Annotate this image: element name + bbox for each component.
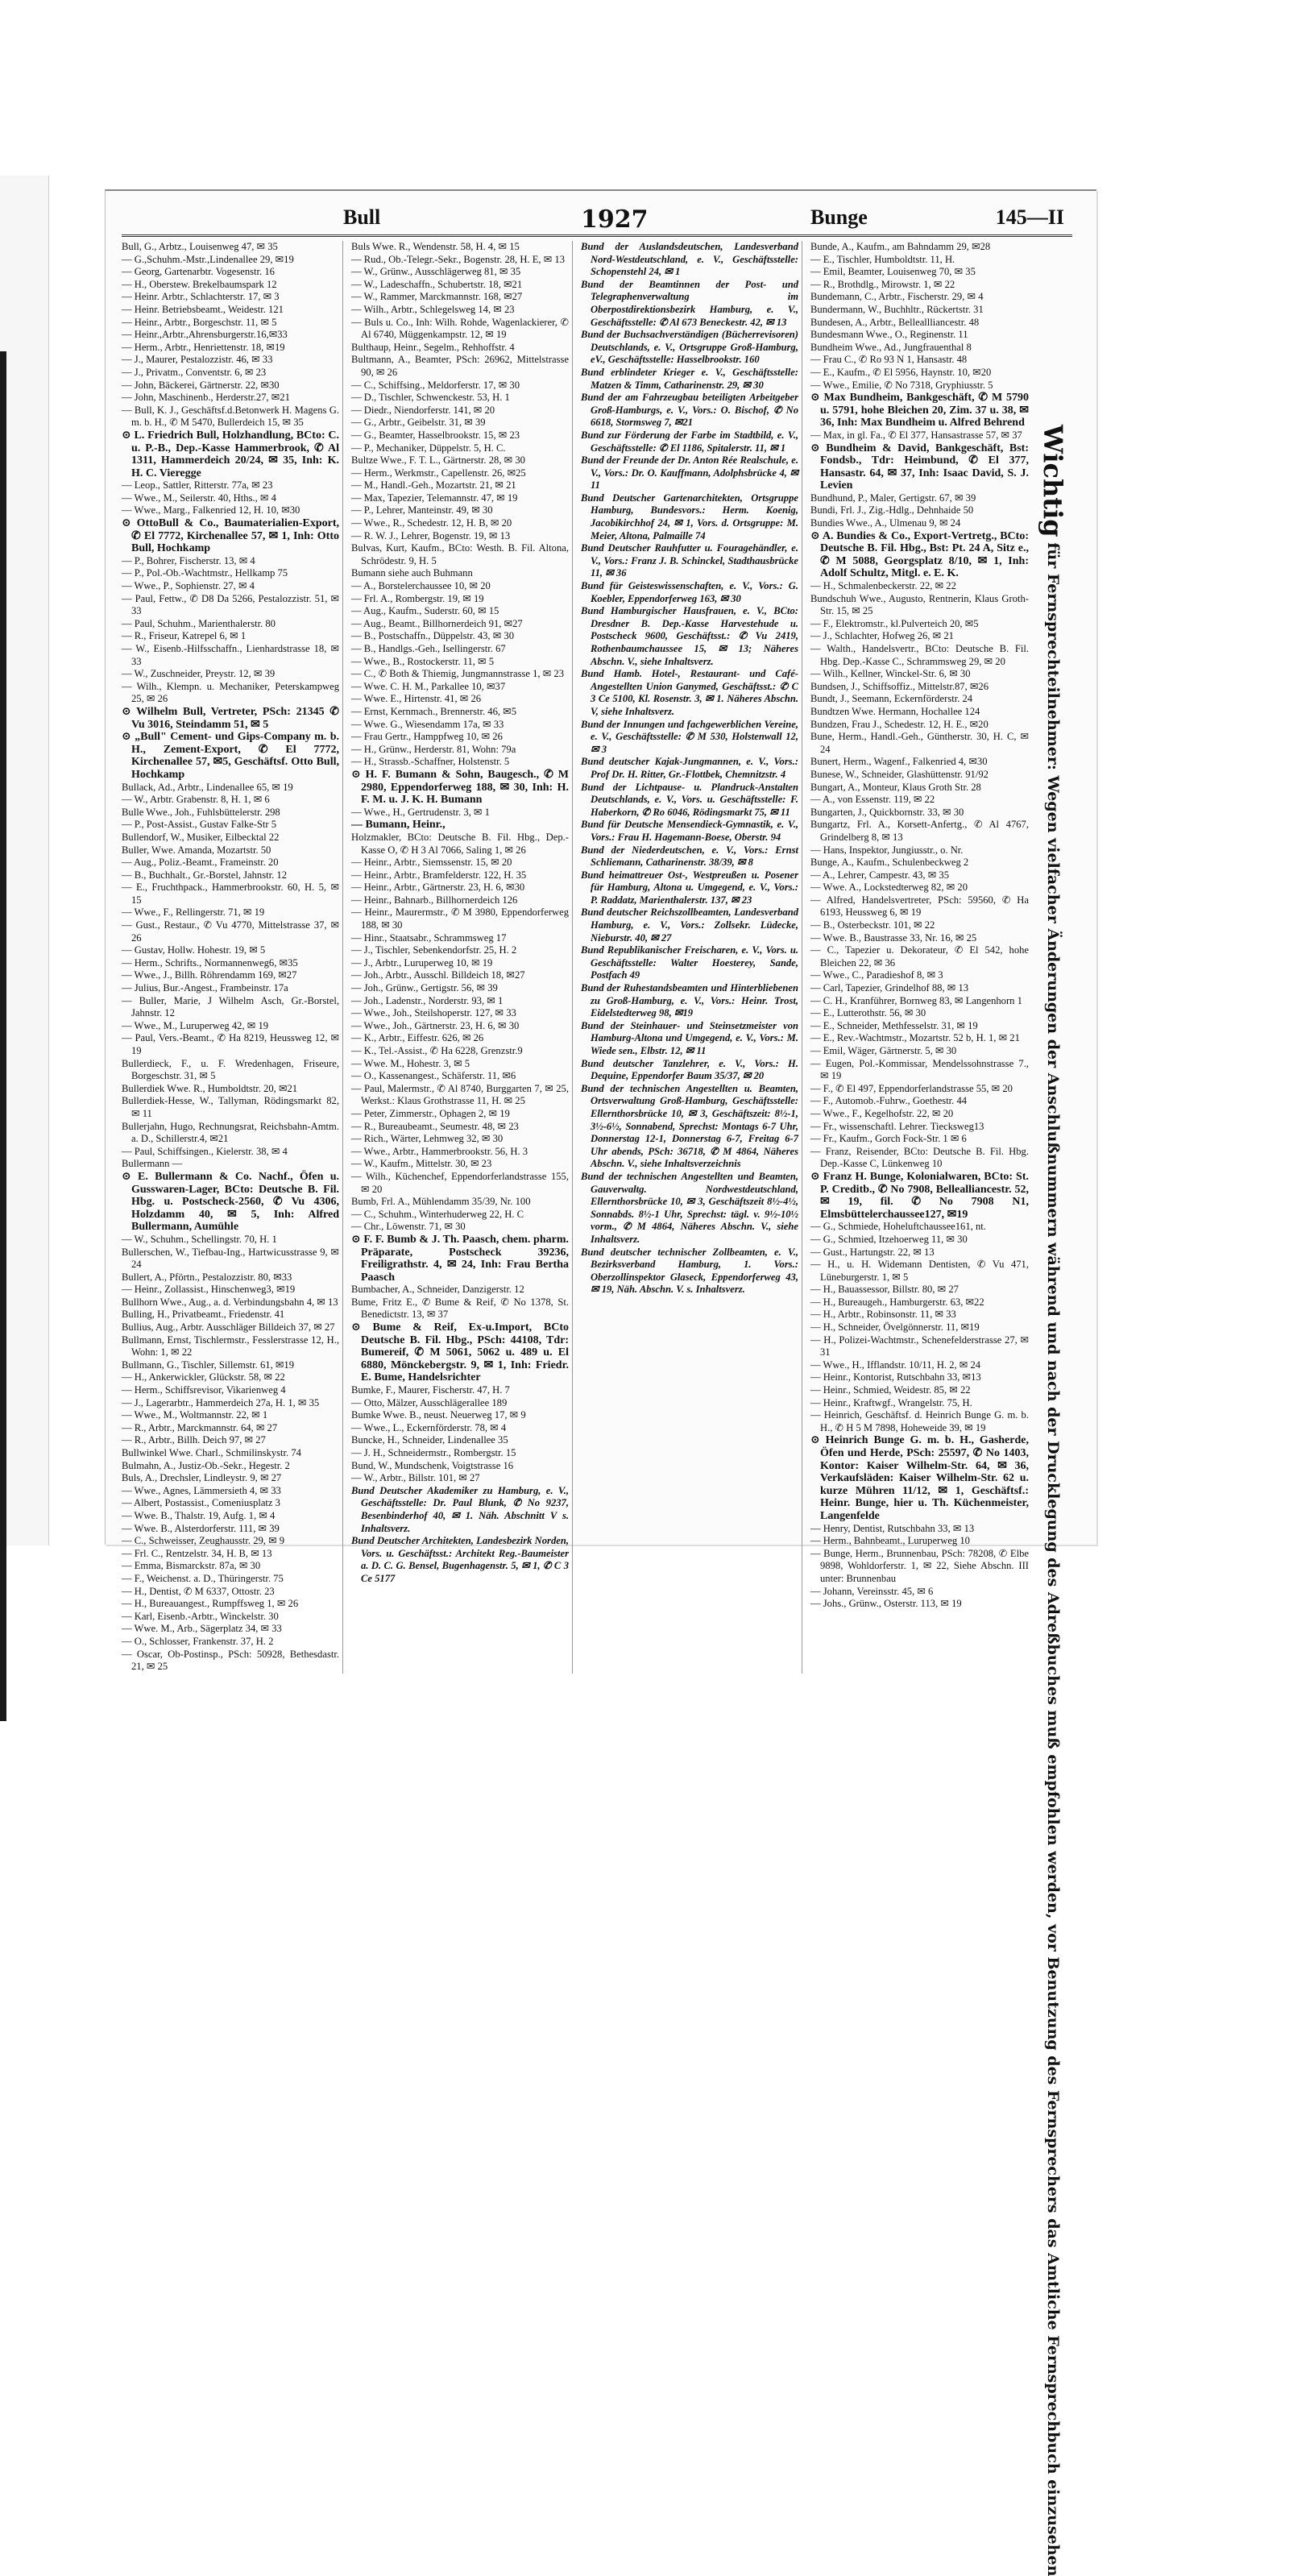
directory-entry: Bumb, Frl. A., Mühlendamm 35/39, Nr. 100 bbox=[351, 1196, 531, 1208]
directory-entry: Bullerschen, W., Tiefbau-Ing., Hartwicusstrasse 9, ✉ 24 bbox=[122, 1246, 339, 1271]
directory-entry: Bundi, Frl. J., Zig.-Hdlg., Dehnhaide 50 bbox=[810, 504, 974, 516]
directory-entry: — W., Ladeschaffn., Schubertstr. 18, ✉21 bbox=[351, 278, 523, 290]
directory-entry: Bund Deutscher Gartenarchitekten, Ortsgruppe Hamburg, Bundesvors.: Herm. Koenig, Jacobikirchhof 24, ✉ 1, Vors. d. Ortsgruppe: M. Meier, Altona, Palmaille 74 bbox=[581, 492, 798, 541]
directory-entry: Bund der Lichtpause- u. Plandruck-Anstalten Deutschlands, e. V., Vors. u. Geschäftsstelle: F. Haberkorn, ✆ Ro 6046, Rödingsmarkt 75, ✉ 11 bbox=[581, 781, 798, 818]
directory-entry: Bundschuh Wwe., Augusto, Rentnerin, Klaus Groth-Str. 15, ✉ 25 bbox=[810, 592, 1029, 617]
directory-entry: — H., Ankerwickler, Glückstr. 58, ✉ 22 bbox=[122, 1371, 285, 1383]
directory-entry: — Frl. C., Rentzelstr. 34, H. B, ✉ 13 bbox=[122, 1547, 272, 1559]
directory-entry: Bund Deutscher Rauhfutter u. Fouragehändler, e. V., Vors.: Franz J. B. Schinckel, Stadthausbrücke 11, ✉ 36 bbox=[581, 542, 798, 579]
directory-entry: Bumbacher, A., Schneider, Danzigerstr. 12 bbox=[351, 1284, 524, 1296]
directory-entry: — W., Zuschneider, Preystr. 12, ✉ 39 bbox=[122, 668, 276, 680]
directory-entry: Bullack, Ad., Arbtr., Lindenallee 65, ✉ 19 bbox=[122, 781, 293, 793]
directory-entry: Bulling, H., Privatbeamt., Friedenstr. 41 bbox=[122, 1309, 285, 1321]
directory-entry: — Herm., Werkmstr., Capellenstr. 26, ✉25 bbox=[351, 467, 526, 479]
page-header bbox=[122, 202, 1072, 237]
directory-entry: — A., Lehrer, Campestr. 43, ✉ 35 bbox=[810, 869, 949, 881]
directory-entry: Bund der Auslandsdeutschen, Landesverband Nord-Westdeutschland, e. V., Geschäftsstelle: Schopenstehl 24, ✉ 1 bbox=[581, 241, 798, 278]
directory-entry: — R. W. J., Lehrer, Bogenstr. 19, ✉ 13 bbox=[351, 529, 511, 541]
directory-entry: — Leop., Sattler, Ritterstr. 77a, ✉ 23 bbox=[122, 479, 273, 492]
directory-entry: — Wilh., Küchenchef, Eppendorferlandstrasse 155, ✉ 20 bbox=[351, 1170, 569, 1195]
directory-entry: — Wwe. M., Hohestr. 3, ✉ 5 bbox=[351, 1057, 470, 1069]
directory-entry: — E., Schneider, Methfesselstr. 31, ✉ 19 bbox=[810, 1019, 978, 1031]
directory-entry: Bund zur Förderung der Farbe im Stadtbild, e. V., Geschäftsstelle: ✆ El 1186, Spitalerstr. 11, ✉ 1 bbox=[581, 429, 798, 454]
directory-entry: Bundesen, A., Arbtr., Belleallliancestr. 48 bbox=[810, 316, 980, 328]
directory-entry: — F., Weichenst. a. D., Thüringerstr. 75 bbox=[122, 1572, 284, 1584]
directory-entry: — Fr., wissenschaftl. Lehrer. Tiecksweg13 bbox=[810, 1120, 984, 1132]
directory-columns bbox=[122, 241, 1032, 1673]
directory-entry: — P., Post-Assist., Gustav Falke-Str 5 bbox=[122, 819, 277, 831]
directory-entry: — J., Lagerarbtr., Hammerdeich 27a, H. 1, ✉ 35 bbox=[122, 1396, 320, 1408]
directory-entry: — O., Schlosser, Frankenstr. 37, H. 2 bbox=[122, 1635, 274, 1647]
directory-entry: — J., Arbtr., Luruperweg 10, ✉ 19 bbox=[351, 956, 493, 969]
directory-entry: — K., Arbtr., Eiffestr. 626, ✉ 26 bbox=[351, 1032, 484, 1044]
directory-entry: — Wwe., R., Schedestr. 12, H. B, ✉ 20 bbox=[351, 517, 512, 529]
directory-entry: — Rud., Ob.-Telegr.-Sekr., Bogenstr. 28, H. E, ✉ 13 bbox=[351, 253, 566, 265]
column-2 bbox=[351, 241, 573, 1674]
directory-entry: Bungartz, Frl. A., Korsett-Anfertg., ✆ Al 4767, Grindelberg 8, ✉ 13 bbox=[810, 819, 1029, 843]
directory-entry: ⊙ „Bull" Cement- und Gips-Company m. b. H., Zement-Export, ✆ El 7772, Kirchenallee 57, ✉5, Geschäftsf. Otto Bull, Hochkamp bbox=[122, 731, 339, 781]
directory-entry: — Henry, Dentist, Rutschbahn 33, ✉ 13 bbox=[810, 1522, 975, 1534]
directory-entry: Bullhorn Wwe., Aug., a. d. Verbindungsbahn 4, ✉ 13 bbox=[122, 1296, 338, 1308]
directory-entry: — Buller, Marie, J Wilhelm Asch, Gr.-Borstel, Jahnstr. 12 bbox=[122, 994, 339, 1019]
directory-entry: — R., Bureaubeamt., Seumestr. 48, ✉ 23 bbox=[351, 1120, 519, 1132]
directory-entry: — G., Schmiede, Hoheluftchaussee161, nt. bbox=[810, 1221, 986, 1233]
directory-entry: — Oscar, Ob-Postinsp., PSch: 50928, Bethesdastr. 21, ✉ 25 bbox=[122, 1648, 339, 1673]
directory-entry: — Georg, Gartenarbtr. Vogesenstr. 16 bbox=[122, 266, 275, 278]
directory-entry: Bullert, A., Pförtn., Pestalozzistr. 80, ✉33 bbox=[122, 1271, 292, 1283]
directory-entry: — Heinr., Zollassist., Hinschenweg3, ✉19 bbox=[122, 1284, 296, 1296]
directory-entry: — Herm., Schrifts., Normannenweg6, ✉35 bbox=[122, 956, 298, 969]
directory-entry: Bund deutscher technischer Zollbeamten, e. V., Bezirksverband Hamburg, 1. Vors.: Oberzollinspektor Glaseck, Eppendorferweg 43, ✉ 19, Näh. Abschn. V. s. Inhaltsverz. bbox=[581, 1246, 798, 1296]
directory-entry: — John, Maschinenb., Herderstr.27, ✉21 bbox=[122, 392, 290, 404]
directory-entry: — Max, in gl. Fa., ✆ El 377, Hansastrasse 57, ✉ 37 bbox=[810, 429, 1022, 441]
directory-entry: Bund der Beamtinnen der Post- und Telegraphenverwaltung im Oberpostdirektionsbezirk Hamburg, e. V., Geschäftsstelle: ✆ Al 673 Beneckestr. 42, ✉ 13 bbox=[581, 278, 798, 328]
directory-entry: — A., von Essenstr. 119, ✉ 22 bbox=[810, 794, 935, 806]
directory-entry: Bullwinkel Wwe. Charl., Schmilinskystr. 74 bbox=[122, 1447, 301, 1458]
directory-entry: — W., Arbtr., Billstr. 101, ✉ 27 bbox=[351, 1472, 480, 1484]
directory-entry: — J., Maurer, Pestalozzistr. 46, ✉ 33 bbox=[122, 354, 273, 366]
directory-entry: — Alfred, Handelsvertreter, PSch: 59560, ✆ Ha 6193, Heussweg 6, ✉ 19 bbox=[810, 894, 1029, 919]
directory-entry: Bulvas, Kurt, Kaufm., BCto: Westh. B. Fil. Altona, Schrödestr. 9, H. 5 bbox=[351, 542, 569, 566]
directory-entry: — Max, Tapezier, Telemannstr. 47, ✉ 19 bbox=[351, 492, 518, 504]
directory-entry: — C. H., Kranführer, Bornweg 83, ✉ Langenhorn 1 bbox=[810, 994, 1022, 1006]
directory-page bbox=[105, 189, 1096, 2576]
directory-entry: — E., Rev.-Wachtmstr., Mozartstr. 52 b, H. 1, ✉ 21 bbox=[810, 1032, 1020, 1044]
directory-entry: — F., Automob.-Fuhrw., Goethestr. 44 bbox=[810, 1095, 968, 1107]
directory-entry: ⊙ OttoBull & Co., Baumaterialien-Export, ✆ El 7772, Kirchenallee 57, ✉ 1, Inh: Otto Bull, Hochkamp bbox=[122, 517, 339, 555]
directory-entry: — H., Polizei-Wachtmstr., Schenefelderstrasse 27, ✉ 31 bbox=[810, 1334, 1029, 1359]
directory-entry: — Emma, Bismarckstr. 87a, ✉ 30 bbox=[122, 1560, 261, 1572]
directory-entry: Holzmakler, BCto: Deutsche B. Fil. Hbg., Dep.-Kasse O, ✆ H 3 Al 7066, Saling 1, ✉ 26 bbox=[351, 831, 569, 856]
directory-entry: — Heinr., Schmied, Weidestr. 85, ✉ 22 bbox=[810, 1384, 971, 1396]
directory-entry: — Fr., Kaufm., Gorch Fock-Str. 1 ✉ 6 bbox=[810, 1133, 967, 1145]
directory-entry: — Wwe., L., Eckernförderstr. 78, ✉ 4 bbox=[351, 1421, 507, 1433]
directory-entry: — B., Osterbeckstr. 101, ✉ 22 bbox=[810, 919, 935, 931]
directory-entry: — J. H., Schneidermstr., Rombergstr. 15 bbox=[351, 1447, 516, 1458]
directory-entry: — W., Kaufm., Mittelstr. 30, ✉ 23 bbox=[351, 1158, 492, 1170]
directory-entry: — Frl. A., Rombergstr. 19, ✉ 19 bbox=[351, 592, 484, 604]
directory-entry: Bullius, Aug., Arbtr. Ausschläger Billdeich 37, ✉ 27 bbox=[122, 1321, 335, 1334]
directory-entry: — D., Tischler, Schwenckestr. 53, H. 1 bbox=[351, 392, 510, 404]
directory-entry: — R., Arbtr., Marckmannstr. 64, ✉ 27 bbox=[122, 1421, 278, 1433]
directory-entry: — H., Schneider, Övelgönnerstr. 11, ✉19 bbox=[810, 1321, 980, 1334]
column-4 bbox=[810, 241, 1032, 1674]
directory-entry: — Wwe., H., Ifflandstr. 10/11, H. 2, ✉ 24 bbox=[810, 1359, 981, 1371]
directory-entry: — E., Tischler, Humboldtstr. 11, H. bbox=[810, 253, 955, 265]
directory-entry: — Wwe., J., Billh. Röhrendamm 169, ✉27 bbox=[122, 969, 297, 981]
directory-entry: Bund Deutscher Akademiker zu Hamburg, e. V., Geschäftsstelle: Dr. Paul Blunk, ✆ No 9237, Besenbinderhof 40, ✉ 1. Näh. Abschnitt V s. Inhaltsverz. bbox=[351, 1484, 569, 1534]
directory-entry: ⊙ F. F. Bumb & J. Th. Paasch, chem. pharm. Präparate, Postscheck 39236, Freiligrathstr. 4, ✉ 24, Inh: Frau Bertha Paasch bbox=[351, 1233, 569, 1284]
directory-entry: — G., Schmied, Itzehoerweg 11, ✉ 30 bbox=[810, 1233, 968, 1245]
directory-entry: — Paul, Schiffsingen., Kielerstr. 38, ✉ 4 bbox=[122, 1145, 288, 1157]
directory-entry: — Eugen, Pol.-Kommissar, Mendelssohnstrasse 7., ✉ 19 bbox=[810, 1057, 1029, 1082]
directory-entry: — Wwe. B., Thalstr. 19, Aufg. 1, ✉ 4 bbox=[122, 1509, 276, 1521]
directory-entry: — Wwe., C., Paradieshof 8, ✉ 3 bbox=[810, 969, 943, 981]
side-notice-text: für Fernsprechteilnehmer: Wegen vielfacher Änderungen der Anschlußnummern während und nach der Drucklegung des Adreßbuches muß empfohlen werden, vor Benutzung des Fernsprechers das Amtliche Fernsprechbuch einzusehen bbox=[1044, 542, 1062, 2576]
directory-entry: Bundies Wwe., A., Ulmenau 9, ✉ 24 bbox=[810, 517, 961, 529]
header-last-name: Bunge bbox=[810, 205, 868, 229]
directory-entry: — J., Privatm., Conventstr. 6, ✉ 23 bbox=[122, 366, 267, 378]
directory-entry: — W., Rammer, Marckmannstr. 168, ✉27 bbox=[351, 291, 523, 303]
directory-entry: Bund Hamb. Hotel-, Restaurant- und Café-Angestellten Union Ganymed, Geschäftsst.: ✆ C 3 Ce 5100, Kl. Rosenstr. 3, ✉ 1. Näheres Abschn. V, siehe Inhaltsverz. bbox=[581, 668, 798, 717]
directory-entry: — Heinr., Maurermstr., ✆ M 3980, Eppendorferweg 188, ✉ 30 bbox=[351, 906, 569, 931]
directory-entry: Bund deutscher Reichszollbeamten, Landesverband Hamburg, e. V., Vors.: Zollsekr. Lüdecke, Nieburstr. 40, ✉ 27 bbox=[581, 906, 798, 944]
directory-entry: — Carl, Tapezier, Grindelhof 88, ✉ 13 bbox=[810, 982, 969, 994]
directory-entry: — W., Grünw., Ausschlägerweg 81, ✉ 35 bbox=[351, 266, 521, 278]
directory-entry: — Karl, Eisenb.-Arbtr., Winckelstr. 30 bbox=[122, 1610, 279, 1622]
directory-entry: — R., Friseur, Katrepel 6, ✉ 1 bbox=[122, 630, 247, 642]
directory-entry: — H., Oberstew. Brekelbaumspark 12 bbox=[122, 278, 277, 290]
directory-entry: — Wwe. E., Hirtenstr. 41, ✉ 26 bbox=[351, 693, 482, 705]
directory-entry: Bund für Deutsche Mensendieck-Gymnastik, e. V., Vors.: Frau H. Hagemann-Boese, Oberstr. 94 bbox=[581, 819, 798, 843]
directory-entry: — Heinr., Kraftwgf., Wrangelstr. 75, H. bbox=[810, 1396, 972, 1408]
column-3 bbox=[581, 241, 802, 1674]
directory-entry: — Wilh., Arbtr., Schlegelsweg 14, ✉ 23 bbox=[351, 303, 515, 315]
header-first-name: Bull bbox=[343, 205, 381, 229]
directory-entry: — Walth., Handelsvertr., BCto: Deutsche B. Fil. Hbg. Dep.-Kasse C., Schrammsweg 29, ✉ 20 bbox=[810, 643, 1029, 667]
directory-entry: — Herm., Arbtr., Henriettenstr. 18, ✉19 bbox=[122, 341, 285, 353]
directory-entry: Bund für Geisteswissenschaften, e. V., Vors.: G. Koebler, Eppendorferweg 163, ✉ 30 bbox=[581, 580, 798, 604]
directory-entry: — P., Lehrer, Manteinstr. 49, ✉ 30 bbox=[351, 504, 493, 516]
directory-entry: Bunge, A., Kaufm., Schulenbeckweg 2 bbox=[810, 857, 969, 869]
directory-entry: — Gustav, Hollw. Hohestr. 19, ✉ 5 bbox=[122, 944, 266, 956]
directory-entry: Buller, Wwe. Amanda, Mozartstr. 50 bbox=[122, 844, 271, 856]
directory-entry: — Bull, K. J., Geschäftsf.d.Betonwerk H. Magens G. m. b. H., ✆ M 5470, Bullerdeich 15, ✉ 35 bbox=[122, 404, 339, 429]
directory-entry: — Paul, Vers.-Beamt., ✆ Ha 8219, Heussweg 12, ✉19 bbox=[122, 1032, 339, 1056]
directory-entry: Bulmahn, A., Justiz-Ob.-Sekr., Hegestr. 2 bbox=[122, 1459, 290, 1471]
column-1 bbox=[122, 241, 343, 1674]
directory-entry: — Wwe. G., Wiesendamm 17a, ✉ 33 bbox=[351, 718, 504, 730]
directory-entry: — F., Elektromstr., kl.Pulverteich 20, ✉5 bbox=[810, 617, 979, 629]
directory-entry: — H., Dentist, ✆ M 6337, Ottostr. 23 bbox=[122, 1585, 275, 1597]
directory-entry: — Hans, Inspektor, Jungiusstr., o. Nr. bbox=[810, 844, 964, 856]
directory-entry: — H., Schmalenbeckerstr. 22, ✉ 22 bbox=[810, 580, 956, 592]
directory-entry: — Aug., Kaufm., Suderstr. 60, ✉ 15 bbox=[351, 605, 499, 617]
directory-entry: — Peter, Zimmerstr., Ophagen 2, ✉ 19 bbox=[351, 1107, 510, 1119]
directory-entry: — F., ✆ El 497, Eppendorferlandstrasse 55, ✉ 20 bbox=[810, 1082, 1013, 1094]
directory-entry: Bundt, J., Seemann, Eckernförderstr. 24 bbox=[810, 693, 973, 705]
directory-entry: Bulle Wwe., Joh., Fuhlsbüttelerstr. 298 bbox=[122, 806, 280, 818]
directory-entry: — C., ✆ Both & Thiemig, Jungmannstrasse 1, ✉ 23 bbox=[351, 668, 564, 680]
directory-entry: — Heinr., Arbtr., Borgeschstr. 11, ✉ 5 bbox=[122, 316, 277, 328]
directory-entry: — E., Lutterothstr. 56, ✉ 30 bbox=[810, 1007, 926, 1019]
directory-entry: — Diedr., Niendorferstr. 141, ✉ 20 bbox=[351, 404, 495, 416]
directory-entry: Bund der Innungen und fachgewerblichen Vereine, e. V., Geschäftsstelle: ✆ M 530, Holstenwall 12, ✉ 3 bbox=[581, 718, 798, 755]
directory-entry: — Frau Gertr., Hamppfweg 10, ✉ 26 bbox=[351, 731, 503, 743]
directory-entry: — H., Bureaugeh., Hamburgerstr. 63, ✉22 bbox=[810, 1296, 984, 1308]
directory-entry: ⊙ E. Bullermann & Co. Nachf., Öfen u. Gusswaren-Lager, BCto: Deutsche B. Fil. Hbg. u. Postscheck-2560, ✆ Vu 4306, Holzdamm 40, ✉ 5, Inh: Alfred Bullermann, Aumühle bbox=[122, 1170, 339, 1234]
directory-entry: Bunert, Herm., Wagenf., Falkenried 4, ✉30 bbox=[810, 756, 988, 768]
directory-entry: ⊙ Max Bundheim, Bankgeschäft, ✆ M 5790 u. 5791, hohe Bleichen 20, Zim. 37 u. 38, ✉ 36, Inh: Max Bundheim u. Alfred Behrend bbox=[810, 392, 1029, 429]
directory-entry: — K., Tel.-Assist., ✆ Ha 6228, Grenzstr.9 bbox=[351, 1045, 523, 1056]
directory-entry: — Wwe., F., Rellingerstr. 71, ✉ 19 bbox=[122, 906, 265, 919]
directory-entry: — Wwe., M., Luruperweg 42, ✉ 19 bbox=[122, 1019, 269, 1031]
directory-entry: — M., Handl.-Geh., Mozartstr. 21, ✉ 21 bbox=[351, 479, 516, 492]
directory-entry: Bundzen, Frau J., Schedestr. 12, H. E., ✉20 bbox=[810, 718, 989, 730]
directory-entry: Bultmann, A., Beamter, PSch: 26962, Mittelstrasse 90, ✉ 26 bbox=[351, 354, 569, 378]
directory-entry: — Heinr., Kontorist, Rutschbahn 33, ✉13 bbox=[810, 1371, 981, 1383]
header-year: 1927 bbox=[581, 205, 649, 234]
directory-entry: Bund der technischen Angestellten und Beamten, Gauverwaltg. Nordwestdeutschland, Ellernthorsbrücke 10, ✉ 3, Geschäftszeit 8½-4½, Sonnabds. 8½-1 Uhr, Sprechst: tägl. v. 9½-10½ vorm., ✆ M 4864, Näheres Abschn. V., siehe Inhaltsverz. bbox=[581, 1170, 798, 1245]
directory-entry: — Wwe. M., Arb., Sägerplatz 34, ✉ 33 bbox=[122, 1623, 282, 1635]
side-notice-title: Wichtig bbox=[1038, 425, 1068, 537]
directory-entry: — Wwe. B., Baustrasse 33, Nr. 16, ✉ 25 bbox=[810, 931, 977, 944]
directory-entry: — Heinrich, Geschäftsf. d. Heinrich Bunge G. m. b. H., ✆ H 5 M 7898, Hoheweide 39, ✉ 19 bbox=[810, 1409, 1029, 1433]
directory-entry: — Wwe. B., Alsterdorferstr. 111, ✉ 39 bbox=[122, 1522, 280, 1534]
directory-entry: — Herm., Bahnbeamt., Luruperweg 10 bbox=[810, 1535, 970, 1547]
directory-entry: — C., Schuhm., Winterhuderweg 22, H. C bbox=[351, 1208, 524, 1220]
directory-entry: — C., Schweisser, Zeughausstr. 29, ✉ 9 bbox=[122, 1535, 285, 1547]
directory-entry: Bullendorf, W., Musiker, Eilbecktal 22 bbox=[122, 831, 280, 843]
side-notice bbox=[1038, 425, 1087, 2576]
directory-entry: — R., Brothdlg., Mirowstr. 1, ✉ 22 bbox=[810, 278, 955, 290]
directory-entry: — H., Strassb.-Schaffner, Holstenstr. 5 bbox=[351, 756, 510, 768]
directory-entry: — O., Kassenangest., Schäferstr. 11, ✉6 bbox=[351, 1070, 516, 1082]
directory-entry: ⊙ A. Bundies & Co., Export-Vertretg., BCto: Deutsche B. Fil. Hbg., Bst: Pt. 24 A, Sitz e., ✆ M 5088, Georgsplatz 8/10, ✉ 1, Inh: Adolf Schultz, Mitgl. e. E. K. bbox=[810, 529, 1029, 580]
directory-entry: — Wwe., Emilie, ✆ No 7318, Gryphiusstr. 5 bbox=[810, 379, 993, 391]
directory-entry: Bullmann, G., Tischler, Sillemstr. 61, ✉19 bbox=[122, 1359, 295, 1371]
directory-entry: — Wwe., Arbtr., Hammerbrookstr. 56, H. 3 bbox=[351, 1145, 528, 1157]
directory-entry: Buls Wwe. R., Wendenstr. 58, H. 4, ✉ 15 bbox=[351, 241, 520, 252]
directory-entry: — Heinr., Arbtr., Bramfelderstr. 122, H. 35 bbox=[351, 869, 527, 881]
directory-entry: Bundermann, W., Buchhltr., Rückertstr. 31 bbox=[810, 303, 984, 315]
directory-entry: — Franz, Reisender, BCto: Deutsche B. Fil. Hbg. Dep.-Kasse C, Lünkenweg 10 bbox=[810, 1145, 1029, 1170]
directory-entry: — G., Beamter, Hasselbrookstr. 15, ✉ 23 bbox=[351, 429, 520, 441]
directory-entry: ⊙ Bume & Reif, Ex-u.Import, BCto Deutsche B. Fil. Hbg., PSch: 44108, Tdr: Bumereif, ✆ M 5061, 5062 u. 489 u. El 6880, Mönckebergstr. 9, ✉ 1, Inh: Friedr. E. Bume, Handelsrichter bbox=[351, 1321, 569, 1384]
directory-entry: Bungarten, J., Quickbornstr. 33, ✉ 30 bbox=[810, 806, 964, 818]
directory-entry: — C., Tapezier u. Dekorateur, ✆ El 542, hohe Bleichen 22, ✉ 36 bbox=[810, 944, 1029, 969]
directory-entry: — E., Fruchthpack., Hammerbrookstr. 60, H. 5, ✉ 15 bbox=[122, 881, 339, 906]
directory-entry: — B., Buchhalt., Gr.-Borstel, Jahnstr. 12 bbox=[122, 869, 287, 881]
directory-entry: Bund der Niederdeutschen, e. V., Vors.: Ernst Schliemann, Catharinenstr. 38/39, ✉ 8 bbox=[581, 844, 798, 869]
directory-entry: — Paul, Schuhm., Marienthalerstr. 80 bbox=[122, 617, 276, 629]
directory-entry: — Heinr.,Arbtr.,Ahrensburgerstr.16,✉33 bbox=[122, 329, 288, 341]
directory-entry: — J., Tischler, Sebenkendorfstr. 25, H. 2 bbox=[351, 944, 517, 956]
directory-entry: — Wilh., Kellner, Winckel-Str. 6, ✉ 30 bbox=[810, 668, 971, 680]
directory-entry: — Hinr., Staatsabr., Schrammsweg 17 bbox=[351, 931, 507, 944]
directory-entry: Bund der Freunde der Dr. Anton Rée Realschule, e. V., Vors.: Dr. O. Kauffmann, Adolphsbrücke 4, ✉ 11 bbox=[581, 454, 798, 492]
directory-entry: Buls, A., Drechsler, Lindleystr. 9, ✉ 27 bbox=[122, 1472, 282, 1484]
directory-entry: — Heinr., Bahnarb., Billhornerdeich 126 bbox=[351, 894, 518, 906]
directory-entry: — Joh., Ladenstr., Norderstr. 93, ✉ 1 bbox=[351, 994, 504, 1006]
directory-entry: — B., Handlgs.-Geh., Isellingerstr. 67 bbox=[351, 643, 506, 654]
directory-entry: — H., Arbtr., Robinsonstr. 11, ✉ 33 bbox=[810, 1309, 956, 1321]
directory-entry: Bund der Steinhauer- und Steinsetzmeister von Hamburg-Altona und Umgegend, e. V., Vors.: M. Wiede sen., Elbstr. 12, ✉ 11 bbox=[581, 1019, 798, 1056]
directory-entry: ⊙ L. Friedrich Bull, Holzhandlung, BCto: C. u. P.-B., Dep.-Kasse Hammerbrook, ✆ Al 1311, Hammerdeich 20/24, ✉ 35, Inh: K. H. C. Vieregge bbox=[122, 429, 339, 479]
directory-entry: Bultze Wwe., F. T. L., Gärtnerstr. 28, ✉ 30 bbox=[351, 454, 525, 467]
directory-entry: — Heinr. Arbtr., Schlachterstr. 17, ✉ 3 bbox=[122, 291, 280, 303]
directory-entry: Bund der Ruhestandsbeamten und Hinterbliebenen zu Groß-Hamburg, e. V., Vors.: Heinr. Trost, Eidelstedterweg 98, ✉19 bbox=[581, 982, 798, 1019]
directory-entry: Bumann siehe auch Buhmann bbox=[351, 567, 473, 579]
directory-entry: — Heinr. Betriebsbeamt., Weidestr. 121 bbox=[122, 303, 284, 315]
directory-entry: Bund Hamburgischer Hausfrauen, e. V., BCto: Dresdner B. Dep.-Kasse Harvestehude u. Postscheck 9600, Geschäftsst.: ✆ Vu 2419, Rothenbaumchaussee 15, ✉ 13; Näheres Abschn. V., siehe Inhaltsverz. bbox=[581, 605, 798, 667]
directory-entry: — Ernst, Kernmach., Brennerstr. 46, ✉5 bbox=[351, 705, 517, 717]
directory-entry: — Gust., Restaur., ✆ Vu 4770, Mittelstrasse 37, ✉ 26 bbox=[122, 919, 339, 944]
directory-entry: — Frau C., ✆ Ro 93 N 1, Hansastr. 48 bbox=[810, 354, 968, 366]
directory-entry: Bumke, F., Maurer, Fischerstr. 47, H. 7 bbox=[351, 1384, 510, 1396]
directory-entry: Bundesmann Wwe., O., Reginenstr. 11 bbox=[810, 329, 968, 341]
directory-entry: — Wwe., H., Gertrudenstr. 3, ✉ 1 bbox=[351, 806, 490, 818]
directory-entry: — G.,Schuhm.-Mstr.,Lindenallee 29, ✉19 bbox=[122, 253, 294, 265]
directory-entry: — Julius, Bur.-Angest., Frambeinstr. 17a bbox=[122, 982, 288, 994]
directory-entry: — H., u. H. Widemann Dentisten, ✆ Vu 471, Lüneburgerstr. 1, ✉ 5 bbox=[810, 1259, 1029, 1283]
directory-entry: Bundemann, C., Arbtr., Fischerstr. 29, ✉ 4 bbox=[810, 291, 984, 303]
directory-entry: Bund Deutscher Architekten, Landesbezirk Norden, Vors. u. Geschäftsst.: Architekt Reg.-Baumeister a. D. C. G. Bensel, Bugenhagenstr. 5, ✉ 1, ✆ C 3 Ce 5177 bbox=[351, 1535, 569, 1584]
directory-entry: Bumke Wwe. B., neust. Neuerweg 17, ✉ 9 bbox=[351, 1409, 526, 1421]
directory-entry: Bullerdiek-Hesse, W., Tallyman, Rödingsmarkt 82, ✉ 11 bbox=[122, 1095, 339, 1119]
directory-entry: Bullmann, Ernst, Tischlermstr., Fesslerstrasse 12, H., Wohn: 1, ✉ 22 bbox=[122, 1334, 339, 1359]
directory-entry: — John, Bäckerei, Gärtnerstr. 22, ✉30 bbox=[122, 379, 280, 391]
directory-entry: — Wwe., B., Rostockerstr. 11, ✉ 5 bbox=[351, 655, 495, 667]
directory-entry: — H., Bureauangest., Rumpffsweg 1, ✉ 26 bbox=[122, 1598, 299, 1610]
directory-entry: — Chr., Löwenstr. 71, ✉ 30 bbox=[351, 1221, 466, 1233]
directory-entry: Bunese, W., Schneider, Glashüttenstr. 91/92 bbox=[810, 768, 989, 780]
directory-entry: Bume, Fritz E., ✆ Bume & Reif, ✆ No 1378, St. Benedictstr. 13, ✉ 37 bbox=[351, 1296, 569, 1321]
directory-entry: ⊙ Franz H. Bunge, Kolonialwaren, BCto: St. P. Creditb., ✆ No 7908, Bellealliancestr. 52, ✉ 19, fil. ✆ No 7908 N1, Elmsbüttelerchaussee127, ✉19 bbox=[810, 1170, 1029, 1221]
directory-entry: — R., Arbtr., Billh. Deich 97, ✉ 27 bbox=[122, 1434, 266, 1446]
directory-entry: ⊙ Wilhelm Bull, Vertreter, PSch: 21345 ✆ Vu 3016, Steindamm 51, ✉ 5 bbox=[122, 705, 339, 731]
directory-entry: — H., Grünw., Herderstr. 81, Wohn: 79a bbox=[351, 743, 516, 755]
directory-entry: Bundtzen Wwe. Hermann, Hochallee 124 bbox=[810, 705, 980, 717]
previous-page-edge bbox=[0, 176, 49, 1545]
directory-entry: — Wwe., Marg., Falkenried 12, H. 10, ✉30 bbox=[122, 504, 300, 516]
directory-entry: Bullermann — bbox=[122, 1158, 183, 1170]
directory-entry: Bund der Buchsachverständigen (Bücherrevisoren) Deutschlands, e. V., Ortsgruppe Groß-Hamburg, eV., Geschäftsstelle: Hasselbrookstr. 160 bbox=[581, 329, 798, 366]
directory-entry: — Wilh., Klempn. u. Mechaniker, Peterskampweg 25, ✉ 26 bbox=[122, 680, 339, 705]
directory-entry: ⊙ H. F. Bumann & Sohn, Baugesch., ✆ M 2980, Eppendorferweg 188, ✉ 30, Inh: H. F. M. u. J. K. H. Bumann bbox=[351, 768, 569, 807]
directory-entry: Bund deutscher Kajak-Jungmannen, e. V., Vors.: Prof Dr. H. Ritter, Gr.-Flottbek, Chemnitzstr. 4 bbox=[581, 756, 798, 780]
directory-entry: — Wwe., P., Sophienstr. 27, ✉ 4 bbox=[122, 580, 255, 592]
directory-entry: Bullerjahn, Hugo, Rechnungsrat, Reichsbahn-Amtm. a. D., Schillerstr.4, ✉21 bbox=[122, 1120, 339, 1145]
directory-entry: — Wwe. A., Lockstedterweg 82, ✉ 20 bbox=[810, 881, 968, 894]
directory-entry: — Wwe., Joh., Steilshoperstr. 127, ✉ 33 bbox=[351, 1007, 516, 1019]
directory-entry: — Aug., Poliz.-Beamt., Frameinstr. 20 bbox=[122, 857, 279, 869]
directory-entry: Bund erblindeter Krieger e. V., Geschäftsstelle: Matzen & Timm, Catharinenstr. 29, ✉ 30 bbox=[581, 366, 798, 391]
directory-entry: — Otto, Mälzer, Ausschlägerallee 189 bbox=[351, 1396, 508, 1408]
directory-entry: Bund heimattreuer Ost-, Westpreußen u. Posener für Hamburg, Altona u. Umgegend, e. V., Vors.: P. Raddatz, Marienthalerstr. 137, ✉ 23 bbox=[581, 869, 798, 906]
directory-entry: Bune, Herm., Handl.-Geh., Güntherstr. 30, H. C, ✉ 24 bbox=[810, 731, 1029, 755]
directory-entry: Bund deutscher Tanzlehrer, e. V., Vors.: H. Dequine, Eppendorfer Baum 35/37, ✉ 20 bbox=[581, 1057, 798, 1082]
directory-entry: — P., Mechaniker, Düppelstr. 5, H. C. bbox=[351, 442, 506, 454]
directory-entry: Buncke, H., Schneider, Lindenallee 35 bbox=[351, 1434, 508, 1446]
directory-entry: — Albert, Postassist., Comeniusplatz 3 bbox=[122, 1497, 280, 1509]
header-page-number: 145—II bbox=[995, 205, 1064, 229]
directory-entry: Bullerdiek Wwe. R., Humboldtstr. 20, ✉21 bbox=[122, 1082, 298, 1094]
directory-entry: — Johann, Vereinsstr. 45, ✉ 6 bbox=[810, 1585, 934, 1597]
directory-entry: — Joh., Arbtr., Ausschl. Billdeich 18, ✉27 bbox=[351, 969, 525, 981]
directory-entry: ⊙ Bundheim & David, Bankgeschäft, Bst: Fondsb., Tdr: Heimbund, ✆ El 377, Hansastr. 64, ✉ 37, Inh: Isaac David, S. J. Levien bbox=[810, 442, 1029, 492]
directory-entry: — Gust., Hartungstr. 22, ✉ 13 bbox=[810, 1246, 935, 1258]
directory-entry: — W., Arbtr. Grabenstr. 8, H. 1, ✉ 6 bbox=[122, 794, 270, 806]
directory-entry: — Wwe., Joh., Gärtnerstr. 23, H. 6, ✉ 30 bbox=[351, 1019, 520, 1031]
directory-entry: — Aug., Beamt., Billhornerdeich 91, ✉27 bbox=[351, 617, 523, 629]
directory-entry: Bulthaup, Heinr., Segelm., Rehhoffstr. 4 bbox=[351, 341, 515, 353]
directory-entry: — Herm., Schiffsrevisor, Vikarienweg 4 bbox=[122, 1384, 286, 1396]
directory-entry: Bungart, A., Monteur, Klaus Groth Str. 28 bbox=[810, 781, 981, 793]
directory-entry: — Wwe., Agnes, Lämmersieth 4, ✉ 33 bbox=[122, 1484, 281, 1496]
directory-entry: Bund der technischen Angestellten u. Beamten, Ortsverwaltung Groß-Hamburg, Geschäftsstelle: Ellernthorsbrücke 10, ✉ 3, Geschäftszeit: 8½-1, 3½-6½, Sonnabend, Sprechst: Montags 6-7 Uhr, Donnerstag 12-1, Donnerstag 6-7, Freitag 6-7 Uhr abends, PSch: 36718, ✆ M 4864, Näheres Abschn. V., siehe Inhaltsverzeichnis bbox=[581, 1082, 798, 1170]
directory-entry: — P., Bohrer, Fischerstr. 13, ✉ 4 bbox=[122, 554, 255, 566]
directory-entry: — Wwe., M., Woltmannstr. 22, ✉ 1 bbox=[122, 1409, 268, 1421]
directory-entry: — H., Bauassessor, Billstr. 80, ✉ 27 bbox=[810, 1284, 959, 1296]
directory-entry: — Bunge, Herm., Brunnenbau, PSch: 78208, ✆ Elbe 9898, Wohldorferstr. 1, ✉ 22, Siehe Abschn. III unter: Brunnenbau bbox=[810, 1547, 1029, 1584]
directory-entry: Bund der am Fahrzeugbau beteiligten Arbeitgeber Groß-Hamburgs, e. V., Vors.: O. Bischof, ✆ No 6618, Stormsweg 7, ✉21 bbox=[581, 392, 798, 429]
directory-entry: — Bumann, Heinr., bbox=[351, 819, 446, 832]
directory-entry: — W., Schuhm., Schellingstr. 70, H. 1 bbox=[122, 1233, 277, 1245]
directory-entry: — Paul, Malermstr., ✆ Al 8740, Burggarten 7, ✉ 25, Werkst.: Klaus Grothstrasse 11, H. ✉ 25 bbox=[351, 1082, 569, 1107]
directory-entry: — G., Arbtr., Geibelstr. 31, ✉ 39 bbox=[351, 417, 486, 429]
directory-entry: — Heinr., Arbtr., Gärtnerstr. 23, H. 6, ✉30 bbox=[351, 881, 525, 894]
directory-entry: Bundsen, J., Schiffsoffiz., Mittelstr.87, ✉26 bbox=[810, 680, 989, 692]
directory-entry: Bullerdieck, F., u. F. Wredenhagen, Friseure, Borgeschstr. 31, ✉ 5 bbox=[122, 1057, 339, 1082]
directory-entry: — Emil, Wäger, Gärtnerstr. 5, ✉ 30 bbox=[810, 1045, 957, 1056]
directory-entry: — Wwe. C. H. M., Parkallee 10, ✉37 bbox=[351, 680, 506, 692]
directory-entry: — A., Borstelerchaussee 10, ✉ 20 bbox=[351, 580, 491, 592]
directory-entry: — Wwe., F., Kegelhofstr. 22, ✉ 20 bbox=[810, 1107, 954, 1119]
directory-entry: Bull, G., Arbtz., Louisenweg 47, ✉ 35 bbox=[122, 241, 278, 252]
directory-entry: — Buls u. Co., Inh: Wilh. Rohde, Wagenlackierer, ✆ Al 6740, Müggenkampstr. 12, ✉ 19 bbox=[351, 316, 569, 341]
scan-binding-shadow bbox=[0, 351, 6, 1721]
directory-entry: Bunde, A., Kaufm., am Bahndamm 29, ✉28 bbox=[810, 241, 991, 252]
directory-entry: Bundheim Wwe., Ad., Jungfrauenthal 8 bbox=[810, 341, 972, 353]
directory-entry: — Heinr., Arbtr., Siemssenstr. 15, ✉ 20 bbox=[351, 857, 512, 869]
directory-entry: — Emil, Beamter, Louisenweg 70, ✉ 35 bbox=[810, 266, 976, 278]
directory-entry: Bundhund, P., Maler, Gertigstr. 67, ✉ 39 bbox=[810, 492, 976, 504]
directory-entry: — Wwe., M., Seilerstr. 40, Hths., ✉ 4 bbox=[122, 492, 276, 504]
directory-entry: — J., Schlachter, Hofweg 26, ✉ 21 bbox=[810, 630, 954, 642]
directory-entry: Bund Republikanischer Freischaren, e. V., Vors. u. Geschäftsstelle: Walter Hoesterey, Sande, Postfach 49 bbox=[581, 944, 798, 981]
directory-entry: — E., Kaufm., ✆ El 5956, Haynstr. 10, ✉20 bbox=[810, 366, 992, 378]
directory-entry: — C., Schiffsing., Meldorferstr. 17, ✉ 30 bbox=[351, 379, 520, 391]
directory-entry: — Rich., Wärter, Lehmweg 32, ✉ 30 bbox=[351, 1133, 504, 1145]
directory-entry: — Johs., Grünw., Osterstr. 113, ✉ 19 bbox=[810, 1598, 962, 1610]
directory-entry: — B., Postschaffn., Düppelstr. 43, ✉ 30 bbox=[351, 630, 515, 642]
directory-entry: — W., Eisenb.-Hilfsschaffn., Lienhardstrasse 18, ✉ 33 bbox=[122, 643, 339, 667]
directory-entry: ⊙ Heinrich Bunge G. m. b. H., Gasherde, Öfen und Herde, PSch: 25597, ✆ No 1403, Kontor: Kaiser Wilhelm-Str. 64, ✉ 36, Verkaufsläden: Kaiser Wilhelm-Str. 62 u. kurze Mühren 11/12, ✉ 1, Geschäftsf.: Heinr. Bunge, hier u. Th. Küchenmeister, Langenfelde bbox=[810, 1434, 1029, 1522]
directory-entry: — Joh., Grünw., Gertigstr. 56, ✉ 39 bbox=[351, 982, 498, 994]
directory-entry: — P., Pol.-Ob.-Wachtmstr., Hellkamp 75 bbox=[122, 567, 288, 579]
directory-entry: — Paul, Fettw., ✆ D8 Da 5266, Pestalozzistr. 51, ✉ 33 bbox=[122, 592, 339, 617]
directory-entry: Bund, W., Mundschenk, Voigtstrasse 16 bbox=[351, 1459, 514, 1471]
